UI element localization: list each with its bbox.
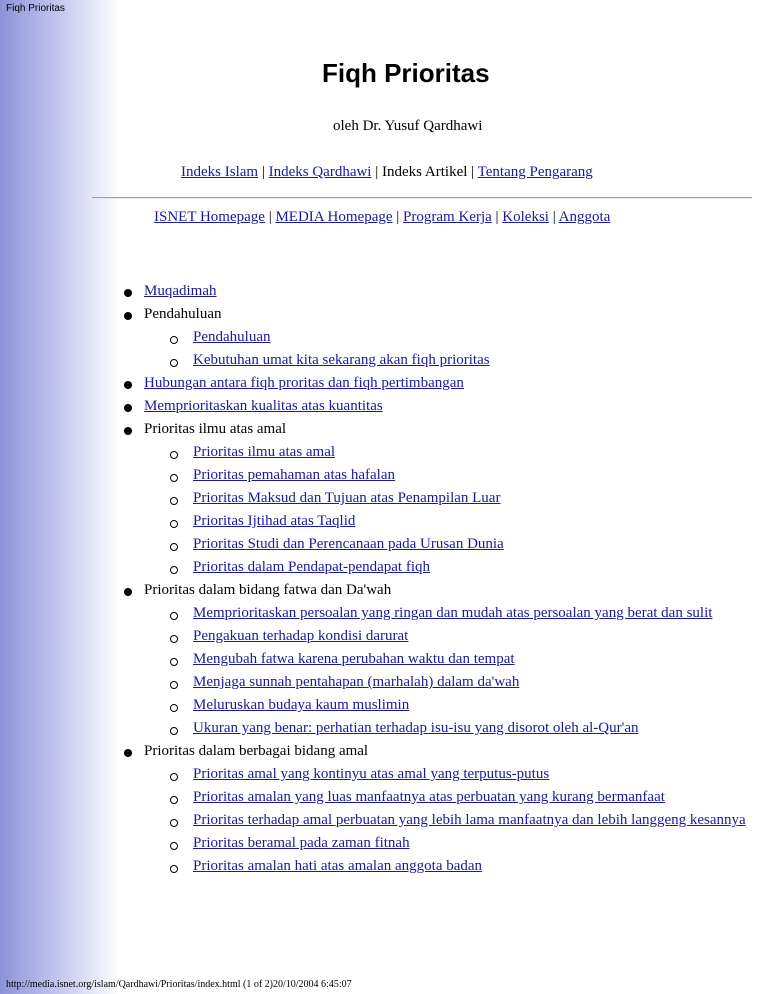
toc-subitem [168,533,756,556]
nav-link-program-kerja[interactable]: Program Kerja [403,209,492,225]
toc-subitem [168,602,756,625]
toc-subitem [168,464,756,487]
toc-subitem [168,671,756,694]
toc-item [120,418,756,579]
toc-link-prioritas-dalam-berbagai-bidang-amal: Prioritas dalam berbagai bidang amal [144,743,369,759]
toc-subitem [168,855,756,878]
page-title: Fiqh Prioritas [322,58,490,88]
print-footer: http://media.isnet.org/islam/Qardhawi/Prioritas/index.html (1 of 2)20/10/2004 6:45:07 [6,979,352,990]
toc-sublink-meluruskan-budaya-kaum-muslimin[interactable]: Meluruskan budaya kaum muslimin [193,697,410,713]
index-nav [181,164,593,181]
toc-link-memprioritaskan-kualitas-atas-kuantitas[interactable]: Memprioritaskan kualitas atas kuantitas [144,398,383,414]
nav-link-tentang-pengarang[interactable]: Tentang Pengarang [477,164,593,180]
toc-subitem [168,832,756,855]
nav-link-anggota[interactable]: Anggota [558,209,611,225]
toc-sublink-prioritas-beramal-pada-zaman-fitnah[interactable]: Prioritas beramal pada zaman fitnah [193,835,410,851]
toc-sublink-prioritas-terhadap-amal-perbuatan-yang-l[interactable]: Prioritas terhadap amal perbuatan yang lebih lama manfaatnya dan lebih langgeng kesannya [193,812,746,828]
toc-item [120,280,756,303]
toc-sublink-prioritas-maksud-dan-tujuan-atas-penampi[interactable]: Prioritas Maksud dan Tujuan atas Penampilan Luar [193,490,501,506]
print-header: Fiqh Prioritas [6,3,65,14]
toc-subitem [168,441,756,464]
toc-subitem [168,763,756,786]
toc-subitem [168,717,756,740]
nav-separator: | [264,209,276,225]
nav-separator: | [467,164,478,180]
side-gradient-decoration [0,0,120,994]
toc-subitem [168,648,756,671]
toc-sublink-prioritas-ijtihad-atas-taqlid[interactable]: Prioritas Ijtihad atas Taqlid [193,513,356,529]
toc-subitem [168,349,756,372]
toc-subitem [168,694,756,717]
toc-sublink-memprioritaskan-persoalan-yang-ringan-da[interactable]: Memprioritaskan persoalan yang ringan dan mudah atas persoalan yang berat dan sulit [193,605,713,621]
toc-subitem [168,625,756,648]
toc-item [120,395,756,418]
toc-sublink-pengakuan-terhadap-kondisi-darurat[interactable]: Pengakuan terhadap kondisi darurat [193,628,409,644]
toc-sublink-prioritas-amalan-yang-luas-manfaatnya-at[interactable]: Prioritas amalan yang luas manfaatnya atas perbuatan yang kurang bermanfaat [193,789,665,805]
toc-sublink-ukuran-yang-benar-perhatian-terhadap-isu[interactable]: Ukuran yang benar: perhatian terhadap isu-isu yang disorot oleh al-Qur'an [193,720,639,736]
toc-sublist [144,326,756,372]
toc-item [120,740,756,878]
toc-item [120,579,756,740]
toc-sublink-prioritas-amalan-hati-atas-amalan-anggot[interactable]: Prioritas amalan hati atas amalan anggota badan [193,858,483,874]
toc-sublink-prioritas-studi-dan-perencanaan-pada-uru[interactable]: Prioritas Studi dan Perencanaan pada Urusan Dunia [193,536,504,552]
horizontal-divider [92,197,752,199]
table-of-contents [120,280,756,878]
toc-subitem [168,809,756,832]
toc-sublink-prioritas-pemahaman-atas-hafalan[interactable]: Prioritas pemahaman atas hafalan [193,467,396,483]
toc-sublink-prioritas-dalam-pendapat-pendapat-fiqh[interactable]: Prioritas dalam Pendapat-pendapat fiqh [193,559,431,575]
toc-sublist [144,441,756,579]
toc-link-prioritas-ilmu-atas-amal: Prioritas ilmu atas amal [144,421,287,437]
toc-sublink-mengubah-fatwa-karena-perubahan-waktu-da[interactable]: Mengubah fatwa karena perubahan waktu dan tempat [193,651,515,667]
toc-sublink-prioritas-amal-yang-kontinyu-atas-amal-y[interactable]: Prioritas amal yang kontinyu atas amal yang terputus-putus [193,766,550,782]
toc-sublist [144,763,756,878]
nav-link-media-homepage[interactable]: MEDIA Homepage [275,209,393,225]
toc-item [120,303,756,372]
nav-link-indeks-islam[interactable]: Indeks Islam [181,164,259,180]
toc-sublink-pendahuluan[interactable]: Pendahuluan [193,329,271,345]
toc-link-muqadimah[interactable]: Muqadimah [144,283,217,299]
toc-sublink-menjaga-sunnah-pentahapan-marhalah-dalam[interactable]: Menjaga sunnah pentahapan (marhalah) dalam da'wah [193,674,520,690]
author-line: oleh Dr. Yusuf Qardhawi [333,118,483,134]
toc-item [120,372,756,395]
site-nav [154,209,610,226]
toc-sublink-kebutuhan-umat-kita-sekarang-akan-fiqh-p[interactable]: Kebutuhan umat kita sekarang akan fiqh prioritas [193,352,490,368]
nav-separator: | [258,164,269,180]
toc-subitem [168,556,756,579]
toc-subitem [168,326,756,349]
nav-link-indeks-qardhawi[interactable]: Indeks Qardhawi [268,164,372,180]
nav-link-isnet-homepage[interactable]: ISNET Homepage [154,209,265,225]
nav-link-indeks-artikel: Indeks Artikel [382,164,468,180]
nav-separator: | [491,209,503,225]
toc-link-prioritas-dalam-bidang-fatwa-dan-da-wah: Prioritas dalam bidang fatwa dan Da'wah [144,582,392,598]
nav-separator: | [548,209,559,225]
nav-separator: | [371,164,382,180]
toc-subitem [168,487,756,510]
toc-sublist [144,602,756,740]
nav-link-koleksi[interactable]: Koleksi [502,209,549,225]
toc-link-hubungan-antara-fiqh-proritas-dan-fiqh-p[interactable]: Hubungan antara fiqh proritas dan fiqh pertimbangan [144,375,464,391]
toc-subitem [168,510,756,533]
toc-subitem [168,786,756,809]
toc-link-pendahuluan: Pendahuluan [144,306,222,322]
nav-separator: | [392,209,404,225]
toc-sublink-prioritas-ilmu-atas-amal[interactable]: Prioritas ilmu atas amal [193,444,336,460]
